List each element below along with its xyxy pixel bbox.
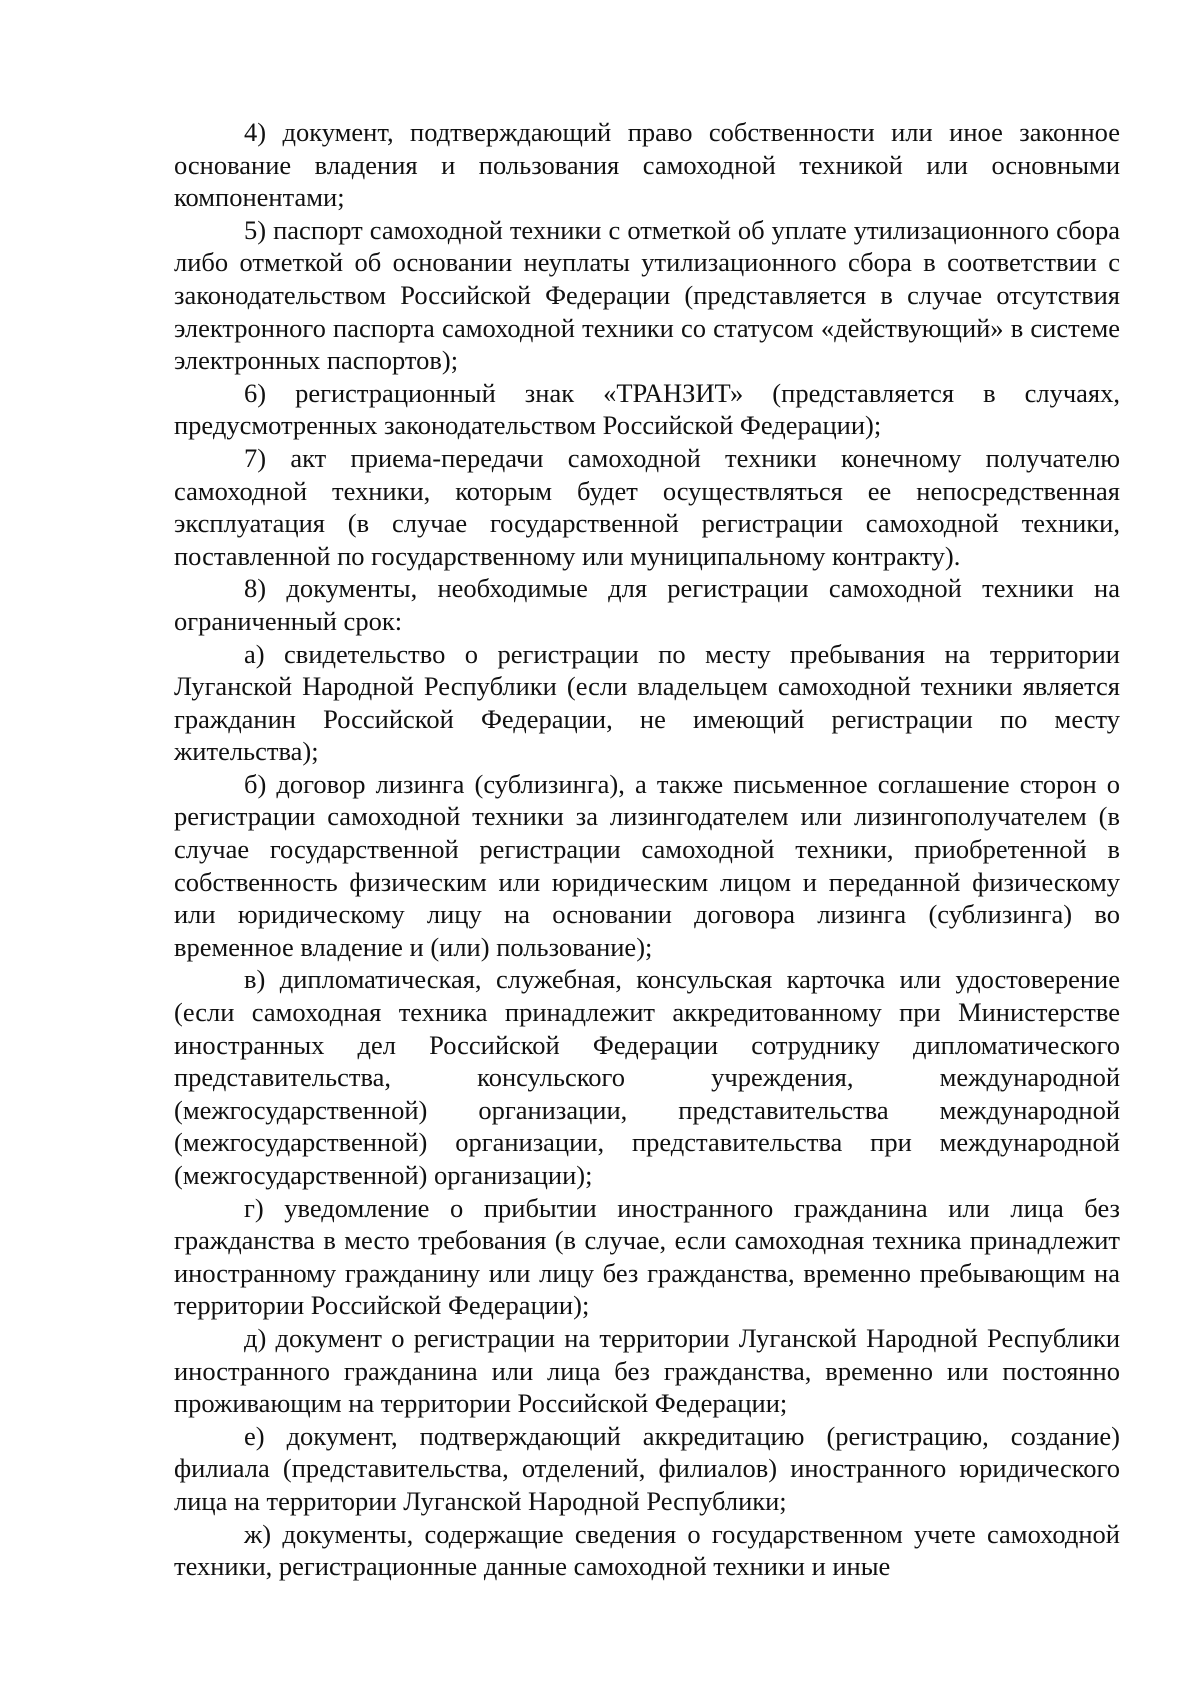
paragraph-subitem-e: е) документ, подтверждающий аккредитацию (регистрацию, создание) филиала (представительства, отделений, филиалов) иностранного юридического лица на территории Луганской Народной Республики; xyxy=(174,1420,1120,1516)
paragraph-subitem-v: в) дипломатическая, служебная, консульская карточка или удостоверение (если самоходная техника принадлежит аккредитованному при Министерстве иностранных дел Российской Федерации сотруднику дипломатического представительства, консульского учреждения, международной (межгосударственной) организации, представительства международной (межгосударственной) организации, представительства при международной (межгосударственной) организации); xyxy=(174,964,1120,1190)
paragraph-subitem-b: б) договор лизинга (сублизинга), а также письменное соглашение сторон о регистрации самоходной техники за лизингодателем или лизингополучателем (в случае государственной регистрации самоходной техники, приобретенной в собственность физическим или юридическим лицом и переданной физическому или юридическому лицу на основании договора лизинга (сублизинга) во временное владение и (или) пользование); xyxy=(174,768,1120,962)
paragraph-item-4: 4) документ, подтверждающий право собственности или иное законное основание владения и пользования самоходной техникой или основными компонентами; xyxy=(174,117,1120,213)
paragraph-item-6: 6) регистрационный знак «ТРАНЗИТ» (представляется в случаях, предусмотренных законодательством Российской Федерации); xyxy=(174,377,1120,441)
paragraph-item-5: 5) паспорт самоходной техники с отметкой об уплате утилизационного сбора либо отметкой об основании неуплаты утилизационного сбора в соответствии с законодательством Российской Федерации (представляется в случае отсутствия электронного паспорта самоходной техники со статусом «действующий» в системе электронных паспортов); xyxy=(174,214,1120,376)
paragraph-item-8: 8) документы, необходимые для регистрации самоходной техники на ограниченный срок: xyxy=(174,573,1120,636)
paragraph-item-7: 7) акт приема-передачи самоходной техники конечному получателю самоходной техники, которым будет осуществляться ее непосредственная эксплуатация (в случае государственной регистрации самоходной техники, поставленной по государственному или муниципальному контракту). xyxy=(174,442,1120,571)
paragraph-subitem-zh: ж) документы, содержащие сведения о государственном учете самоходной техники, регистрационные данные самоходной техники и иные xyxy=(174,1518,1120,1582)
document-body xyxy=(174,116,1120,1583)
paragraph-subitem-a: а) свидетельство о регистрации по месту пребывания на территории Луганской Народной Республики (если владельцем самоходной техники является гражданин Российской Федерации, не имеющий регистрации по месту жительства); xyxy=(174,638,1120,767)
paragraph-subitem-d: д) документ о регистрации на территории Луганской Народной Республики иностранного гражданина или лица без гражданства, временно или постоянно проживающим на территории Российской Федерации; xyxy=(174,1322,1120,1419)
paragraph-subitem-g: г) уведомление о прибытии иностранного гражданина или лица без гражданства в место требования (в случае, если самоходная техника принадлежит иностранному гражданину или лицу без гражданства, временно пребывающим на территории Российской Федерации); xyxy=(174,1192,1120,1321)
